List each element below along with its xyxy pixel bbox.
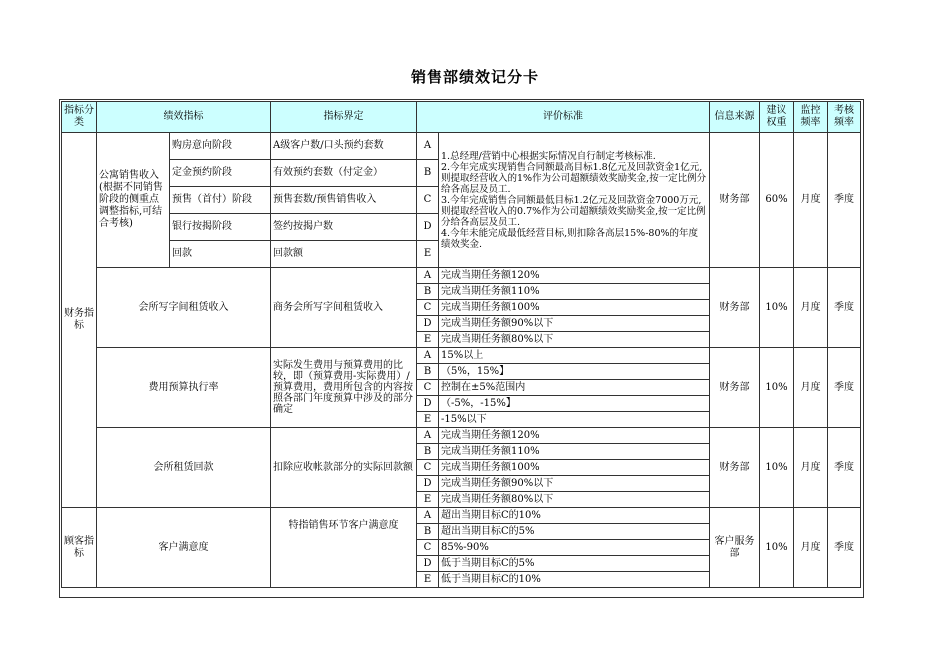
level-label: D: [417, 476, 439, 492]
standard-text: 完成当期任务额100%: [439, 460, 710, 476]
assess-cell: 季度: [828, 508, 861, 588]
stage-definition: 签约按揭户数: [271, 214, 417, 241]
standard-text: 超出当期目标C的5%: [439, 524, 710, 540]
source-cell: 财务部: [710, 348, 760, 428]
level-label: C: [417, 540, 439, 556]
table-row: [62, 348, 861, 364]
standard-text: 低于当期目标C的5%: [439, 556, 710, 572]
criteria-line: 3.今年完成销售合同额最低目标1.2亿元及回款资金7000万元,则提取经营收入的0.7%作为公司超额绩效奖励奖金,按一定比例分给各高层及员工.: [441, 194, 706, 228]
standard-text: （5%，15%】: [439, 364, 710, 380]
level-label: B: [417, 524, 439, 540]
standard-text: 低于当期目标C的10%: [439, 572, 710, 588]
standard-text: 15%以上: [439, 348, 710, 364]
stage-name: 预售（首付）阶段: [170, 187, 271, 214]
assess-cell: 季度: [828, 428, 861, 508]
level-label: E: [417, 332, 439, 348]
header-category: 指标分类: [62, 102, 97, 133]
standard-text: 完成当期任务额120%: [439, 268, 710, 284]
definition-budget-rate: 实际发生费用与预算费用的比较，即（预算费用-实际费用）/预算费用，费用所包含的内容按照各部门年度预算中涉及的部分确定: [271, 348, 417, 428]
header-standard: 评价标准: [417, 102, 710, 133]
stage-name: 购房意向阶段: [170, 133, 271, 160]
standard-text: 85%-90%: [439, 540, 710, 556]
stage-definition: A级客户数/口头预约套数: [271, 133, 417, 160]
indicator-apartment-sales: 公寓销售收入(根据不同销售阶段的侧重点调整指标,可结合考核): [97, 133, 170, 268]
source-cell: 财务部: [710, 428, 760, 508]
standard-text: 完成当期任务额80%以下: [439, 492, 710, 508]
header-monitor: 监控频率: [794, 102, 828, 133]
level-label: B: [417, 160, 439, 187]
monitor-cell: 月度: [794, 428, 828, 508]
weight-cell: 10%: [760, 268, 794, 348]
table-row: [62, 508, 861, 524]
level-label: D: [417, 396, 439, 412]
standard-text: 完成当期任务额120%: [439, 428, 710, 444]
level-label: D: [417, 316, 439, 332]
standard-text: 完成当期任务额110%: [439, 444, 710, 460]
stage-name: 回款: [170, 241, 271, 268]
monitor-cell: 月度: [794, 133, 828, 268]
category-customer: 顾客指标: [62, 508, 97, 588]
standard-text: 完成当期任务额100%: [439, 300, 710, 316]
header-weight: 建议权重: [760, 102, 794, 133]
level-label: A: [417, 133, 439, 160]
level-label: E: [417, 241, 439, 268]
weight-cell: 10%: [760, 348, 794, 428]
header-definition: 指标界定: [271, 102, 417, 133]
indicator-rental-collection: 会所租赁回款: [97, 428, 271, 508]
table-row: [62, 428, 861, 444]
standard-text: 完成当期任务额80%以下: [439, 332, 710, 348]
standard-text: 完成当期任务额110%: [439, 284, 710, 300]
level-label: B: [417, 364, 439, 380]
level-label: C: [417, 460, 439, 476]
level-label: C: [417, 300, 439, 316]
assess-cell: 季度: [828, 133, 861, 268]
criteria-line: 1.总经理/营销中心根据实际情况自行制定考核标准.: [441, 150, 656, 162]
header-indicator: 绩效指标: [97, 102, 271, 133]
indicator-customer-satisfaction: 客户满意度: [97, 508, 271, 588]
standard-text: 完成当期任务额90%以下: [439, 316, 710, 332]
header-row: [62, 102, 861, 133]
apartment-criteria: [439, 133, 710, 268]
source-cell: 客户服务部: [710, 508, 760, 588]
table-row: [62, 268, 861, 284]
source-cell: 财务部: [710, 268, 760, 348]
assess-cell: 季度: [828, 268, 861, 348]
header-assess: 考核频率: [828, 102, 861, 133]
level-label: C: [417, 380, 439, 396]
definition-customer-satisfaction: 特指销售环节客户满意度: [271, 508, 417, 588]
level-label: A: [417, 348, 439, 364]
level-label: E: [417, 492, 439, 508]
level-label: C: [417, 187, 439, 214]
level-label: D: [417, 556, 439, 572]
stage-definition: 有效预约套数（付定金）: [271, 160, 417, 187]
stage-definition: 回款额: [271, 241, 417, 268]
criteria-line: 4.今年未能完成最低经营目标,则扣除各高层15%-80%的年度绩效奖金.: [441, 227, 699, 250]
category-finance: 财务指标: [62, 133, 97, 508]
standard-text: 超出当期目标C的10%: [439, 508, 710, 524]
table-row: [62, 133, 861, 160]
standard-text: 控制在±5%范围内: [439, 380, 710, 396]
stage-name: 定金预约阶段: [170, 160, 271, 187]
definition-rental-collection: 扣除应收帐款部分的实际回款额: [271, 428, 417, 508]
weight-cell: 10%: [760, 428, 794, 508]
source-cell: 财务部: [710, 133, 760, 268]
scorecard-table: [61, 101, 861, 588]
definition-rental-income: 商务会所写字间租赁收入: [271, 268, 417, 348]
level-label: B: [417, 284, 439, 300]
standard-text: （-5%，-15%】: [439, 396, 710, 412]
assess-cell: 季度: [828, 348, 861, 428]
monitor-cell: 月度: [794, 508, 828, 588]
indicator-budget-rate: 费用预算执行率: [97, 348, 271, 428]
level-label: B: [417, 444, 439, 460]
criteria-line: 2.今年完成实现销售合同额最高目标1.8亿元及回款资金1亿元,则提取经营收入的1%作为公司超额绩效奖励奖金,按一定比例分给各高层及员工.: [441, 161, 707, 195]
monitor-cell: 月度: [794, 348, 828, 428]
stage-name: 银行按揭阶段: [170, 214, 271, 241]
level-label: A: [417, 428, 439, 444]
standard-text: -15%以下: [439, 412, 710, 428]
level-label: D: [417, 214, 439, 241]
indicator-rental-income: 会所写字间租赁收入: [97, 268, 271, 348]
level-label: E: [417, 412, 439, 428]
level-label: A: [417, 508, 439, 524]
weight-cell: 60%: [760, 133, 794, 268]
header-source: 信息来源: [710, 102, 760, 133]
weight-cell: 10%: [760, 508, 794, 588]
monitor-cell: 月度: [794, 268, 828, 348]
page-title: 销售部绩效记分卡: [410, 68, 539, 86]
stage-definition: 预售套数/预售销售收入: [271, 187, 417, 214]
level-label: A: [417, 268, 439, 284]
standard-text: 完成当期任务额90%以下: [439, 476, 710, 492]
level-label: E: [417, 572, 439, 588]
